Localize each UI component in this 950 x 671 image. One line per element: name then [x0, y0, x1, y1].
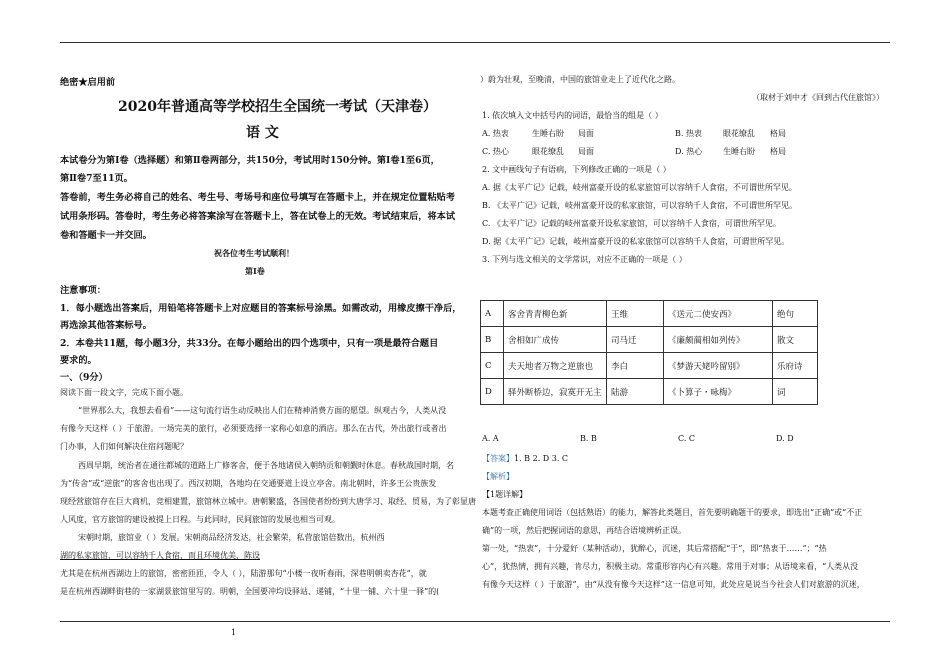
q3-option-b: B. B	[580, 434, 597, 443]
passage-line: 尤其是在杭州西湖边上的旅馆，密密匝匝，令人（ ），陆游那句“小楼一夜听春雨，深巷明朝卖杏花”，就	[60, 569, 427, 578]
q1-option-c	[482, 146, 594, 157]
option-word: 格局	[770, 129, 786, 138]
table-cell: 王维	[607, 301, 664, 327]
detail-line: 心”，犹热情，拥有兴趣，肯尽力，积极主动。常重形容内心有兴趣。常用于对事；从语境来看，“人类从没	[482, 562, 859, 571]
question-1: 1. 依次填入文中括号内的词语，最恰当的组是（ ）	[482, 111, 663, 120]
table-cell: D	[481, 379, 504, 405]
notes-title: 注意事项：	[60, 285, 106, 296]
table-cell: A	[481, 301, 504, 327]
analysis-label: 【解析】	[482, 472, 514, 481]
table-cell: 《送元二使安西》	[664, 301, 773, 327]
q2-option: B. 《太平广记》记载，岐州富豪开设的私家旅馆，可以容纳千人食宿，不可谓世所罕见。	[482, 201, 797, 210]
question-3: 3. 下列与选文相关的文学常识，对应不正确的一项是（ ）	[482, 255, 687, 264]
table-row	[481, 301, 818, 327]
option-letter: B. 热衷	[675, 129, 702, 138]
table-row	[481, 379, 818, 405]
option-word: 局面	[578, 147, 594, 156]
note-line: 2．本卷共11题，每小题3分，共33分。在每小题给出的四个选项中，只有一项是最符合题目	[60, 338, 439, 349]
q2-option: A. 据《太平广记》记载，岐州富豪开设的私家旅馆可以容纳千人食宿，不可谓世所罕见。	[482, 183, 797, 192]
table-cell: 李白	[607, 353, 664, 379]
q1-option-a	[482, 128, 594, 139]
intro-line: 试用条形码。答卷时，考生务必将答案涂写在答题卡上，答在试卷上的无效。考试结束后，将本试	[60, 211, 456, 222]
section-heading: 一、（9分）	[60, 372, 108, 383]
table-cell: 《卜算子・咏梅》	[664, 379, 773, 405]
option-letter: D. 热心	[675, 147, 703, 156]
exam-title: 2020年普通高等学校招生全国统一考试（天津卷）	[118, 99, 437, 115]
wish-line: 祝各位考生考试顺利！	[214, 248, 294, 258]
intro-line: 答卷前，考生务必将自己的姓名、考生号、考场号和座位号填写在答题卡上，并在规定位置粘贴考	[60, 192, 456, 203]
passage-line: 有像今天这样（ ）于旅游。一场完美的旅行，必须要选择一家称心如意的酒店。那么在古代，外出旅行或者出	[60, 424, 447, 433]
passage-line: 西周早期，统治者在通往都城的道路上广修客舍，便于各地诸侯入朝纳贡和朝觐时休息。春秋战国时期，名	[78, 461, 454, 470]
table-cell: 司马迁	[607, 327, 664, 353]
subject-title: 语 文	[246, 125, 279, 141]
option-word: 格局	[770, 147, 786, 156]
table-row	[481, 353, 818, 379]
q3-option-d: D. D	[776, 434, 794, 443]
top-rule	[60, 42, 890, 43]
table-cell: B	[481, 327, 504, 353]
passage-line: 为“传舍”或“逆旅”的客舍也出现了。西汉初期，各地均在交通要道上设立亭舍。南北朝时，许多王公贵族发	[60, 479, 437, 488]
q2-option: D. 据《太平广记》记载，岐州富豪开设的私家旅馆可以容纳千人食宿，可谓世所罕见。	[482, 237, 790, 246]
q1-option-d	[675, 146, 786, 157]
table-cell: 客舍青青柳色新	[504, 301, 607, 327]
option-word: 生睡右盼	[723, 147, 755, 156]
table-cell: 词	[773, 379, 818, 405]
passage-line: 宋朝时期，旅馆业（ ）发展。宋朝商品经济发达，社会繁荣，私营旅馆倍数出，杭州西	[78, 533, 385, 542]
table-cell: 驿外断桥边，寂寞开无主	[504, 379, 607, 405]
detail-label: 【1题详解】	[482, 490, 528, 499]
table-cell: 《梦游天姥吟留别》	[664, 353, 773, 379]
answer-values: 1. B 2. D 3. C	[514, 454, 569, 463]
volume-label: 第Ⅰ卷	[245, 266, 265, 276]
q1-option-b	[675, 128, 786, 139]
literature-table	[480, 300, 818, 405]
table-row	[481, 327, 818, 353]
option-letter: C. 热心	[482, 147, 509, 156]
option-word: 眼花缭乱	[723, 129, 755, 138]
note-line: 再选涂其他答案标号。	[60, 320, 152, 331]
read-prompt: 阅读下面一段文字，完成下面小题。	[60, 388, 188, 397]
q3-option-c: C. C	[678, 434, 696, 443]
table-cell: 夫天地者万物之逆旅也	[504, 353, 607, 379]
passage-underlined-line: 湖的私家旅馆，可以容纳千人食宿，而且环境优美，陈设	[60, 551, 260, 560]
answer-label: 【答案】	[482, 454, 514, 463]
detail-line: 确”的一项，然后把握词语的意思，再结合语境辨析正误。	[482, 526, 687, 535]
passage-line: 门办事，人们如何解决住宿问题呢？	[60, 442, 188, 451]
table-cell: 散文	[773, 327, 818, 353]
q2-option: C. 《太平广记》记载的岐州富豪开设私家旅馆，可以容纳千人食宿，可谓世所罕见。	[482, 219, 781, 228]
intro-line: 本试卷分为第Ⅰ卷（选择题）和第Ⅱ卷两部分，共150分，考试用时150分钟。第Ⅰ卷1至6页，	[60, 155, 440, 166]
passage-line: 是在杭州西湖畔街巷的一家湖景旅馆里写的。明朝，全国要冲均设驿站、递铺，“十里一铺、六十里一驿”的(	[60, 587, 440, 596]
option-word: 局面	[578, 129, 594, 138]
page-number: 1	[231, 628, 237, 637]
detail-line: 本题考查正确使用词语（包括熟语）的能力，解答此类题目，首先要明确题干的要求，即选出“正确”或“不正	[482, 508, 863, 517]
option-word: 生睡右盼	[532, 129, 564, 138]
q3-option-a: A. A	[482, 434, 499, 443]
secret-mark: 绝密★启用前	[60, 77, 116, 88]
table-cell: C	[481, 353, 504, 379]
note-line: 要求的。	[60, 355, 97, 366]
option-letter: A. 热衷	[482, 129, 509, 138]
table-cell: 乐府诗	[773, 353, 818, 379]
passage-line: 人风度，官方旅馆的建设被提上日程。与此同时，民间旅馆的发展也相当可观。	[60, 515, 340, 524]
table-cell: 舍相如广成传	[504, 327, 607, 353]
note-line: 1．每小题选出答案后，用铅笔将答题卡上对应题目的答案标号涂黑。如需改动，用橡皮擦干净后，	[60, 303, 462, 314]
passage-line: “世界那么大，我想去看看”——这句流行语生动反映出人们在精神消费方面的愿望。纵观古今，人类从没	[78, 406, 447, 415]
intro-line: 卷和答题卡一并交回。	[60, 230, 152, 241]
answer-line	[482, 453, 568, 464]
question-2: 2. 文中画线句子有语病，下列修改正确的一项是（ ）	[482, 165, 671, 174]
detail-line: 第一处，“热衷”，十分爱好（某种活动），犹醉心，沉迷，其后常搭配“于”，即“热衷于……”；“热	[482, 544, 827, 553]
bottom-rule	[60, 621, 890, 622]
table-cell: 陆游	[607, 379, 664, 405]
passage-line: 现经营旅馆存在巨大商机，竞相建置，旅馆林立城中。唐朝繁盛，各国使者纷纷到大唐学习、取经、贸易，为了彰显唐	[60, 497, 476, 506]
table-cell: 《廉颇蔺相如列传》	[664, 327, 773, 353]
passage-source: （取材于刘中才《回到古代住旅馆》）	[752, 93, 884, 102]
passage-continuation: ）蔚为壮观，至晚清，中国的旅馆业走上了近代化之路。	[480, 75, 680, 84]
option-word: 眼花缭乱	[532, 147, 564, 156]
intro-line: 第Ⅱ卷7至11页。	[60, 173, 133, 184]
detail-line: 有像今天这样（ ）于旅游”，由“从没有像今天这样”这一信息可知，此处应是说当今社会人们对旅游的沉迷，	[482, 580, 865, 589]
table-cell: 绝句	[773, 301, 818, 327]
